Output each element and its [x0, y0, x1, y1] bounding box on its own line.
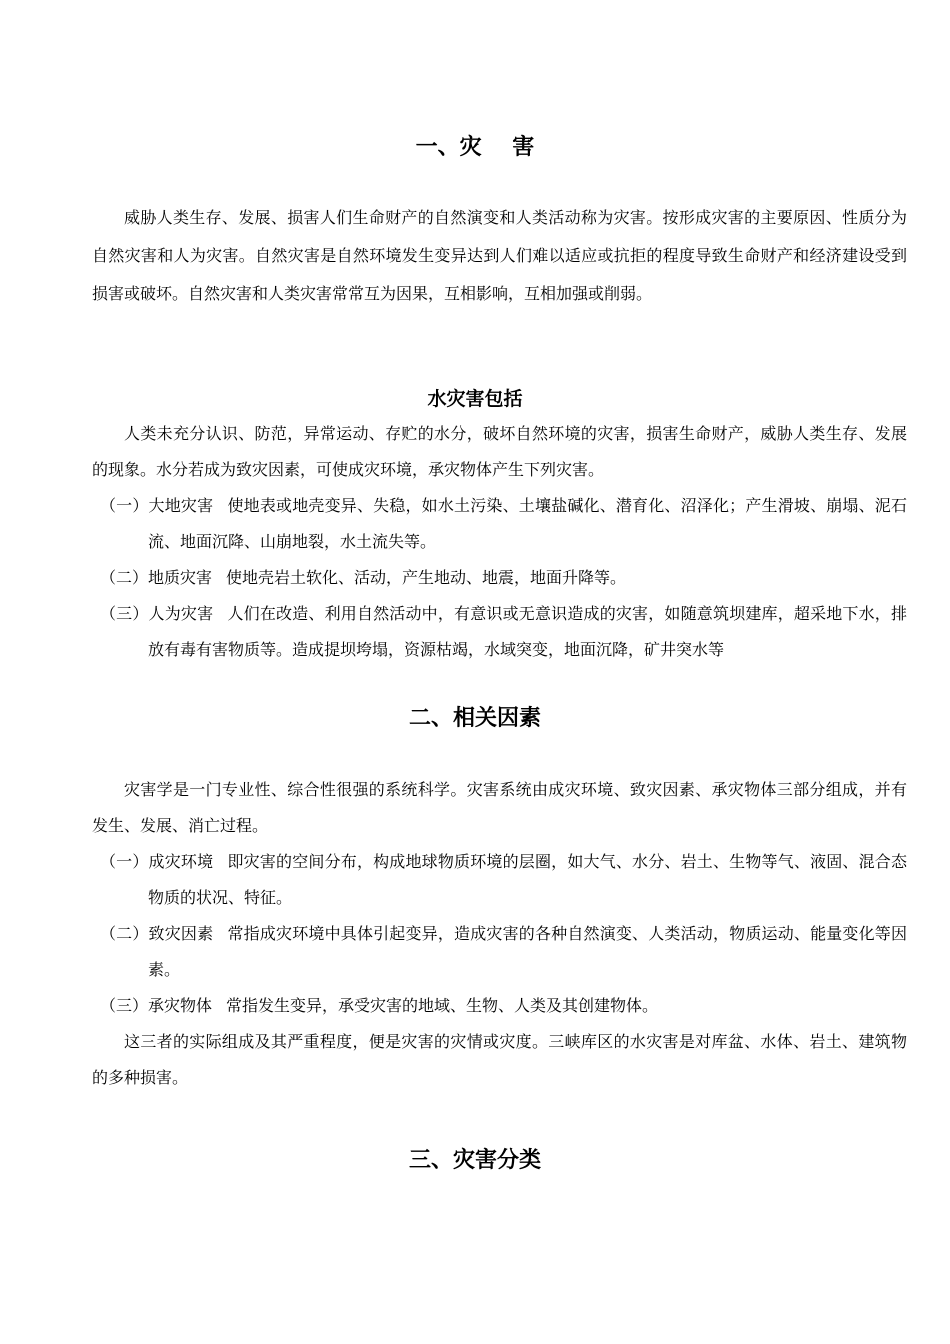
item-text: 常指成灾环境中具体引起变异，造成灾害的各种自然演变、人类活动，物质运动、能量变化等因素。: [148, 924, 907, 979]
item-label: （二）致灾因素: [100, 924, 214, 943]
section2-item-1: [92, 844, 907, 916]
item-text: 即灾害的空间分布，构成地球物质环境的层圈，如大气、水分、岩土、生物等气、液固、混合态物质的状况、特征。: [148, 852, 907, 907]
water-disaster-item-3: [92, 596, 907, 668]
section1-heading: 一、灾 害: [415, 135, 535, 160]
item-label: （一）大地灾害: [100, 496, 214, 515]
item-label: （三）人为灾害: [100, 604, 214, 623]
section3-heading: 三、灾害分类: [408, 1148, 541, 1173]
water-disaster-item-1: [92, 488, 907, 560]
item-label: （三）承灾物体: [100, 996, 213, 1015]
item-text: 使地表或地壳变异、失稳，如水土污染、土壤盐碱化、潜育化、沼泽化；产生滑坡、崩塌、泥石流、地面沉降、山崩地裂，水土流失等。: [148, 496, 907, 551]
section2-heading: 二、相关因素: [408, 706, 541, 731]
section2-item-2: [92, 916, 907, 988]
section1-paragraph: 威胁人类生存、发展、损害人们生命财产的自然演变和人类活动称为灾害。按形成灾害的主要原因、性质分为自然灾害和人为灾害。自然灾害是自然环境发生变异达到人们难以适应或抗拒的程度导致生命财产和经济建设受到损害或破坏。自然灾害和人类灾害常常互为因果，互相影响，互相加强或削弱。: [92, 208, 907, 303]
section2-conclusion: 这三者的实际组成及其严重程度，便是灾害的灾情或灾度。三峡库区的水灾害是对库盆、水体、岩土、建筑物的多种损害。: [92, 1032, 907, 1087]
item-text: 使地壳岩土软化、活动，产生地动、地震，地面升降等。: [226, 568, 627, 587]
section2-intro: 灾害学是一门专业性、综合性很强的系统科学。灾害系统由成灾环境、致灾因素、承灾物体三部分组成，并有发生、发展、消亡过程。: [92, 780, 907, 835]
item-label: （一）成灾环境: [100, 852, 214, 871]
item-label: （二）地质灾害: [100, 568, 213, 587]
water-disaster-intro: 人类未充分认识、防范，异常运动、存贮的水分，破坏自然环境的灾害，损害生命财产，威胁人类生存、发展的现象。水分若成为致灾因素，可使成灾环境，承灾物体产生下列灾害。: [92, 424, 907, 479]
item-text: 常指发生变异，承受灾害的地域、生物、人类及其创建物体。: [226, 996, 659, 1015]
item-text: 人们在改造、利用自然活动中，有意识或无意识造成的灾害，如随意筑坝建库，超采地下水，排放有毒有害物质等。造成提坝垮塌，资源枯竭，水域突变，地面沉降，矿井突水等: [148, 604, 907, 659]
water-disaster-heading: 水灾害包括: [427, 388, 523, 410]
water-disaster-item-2: [92, 560, 907, 596]
section2-item-3: [92, 988, 907, 1024]
